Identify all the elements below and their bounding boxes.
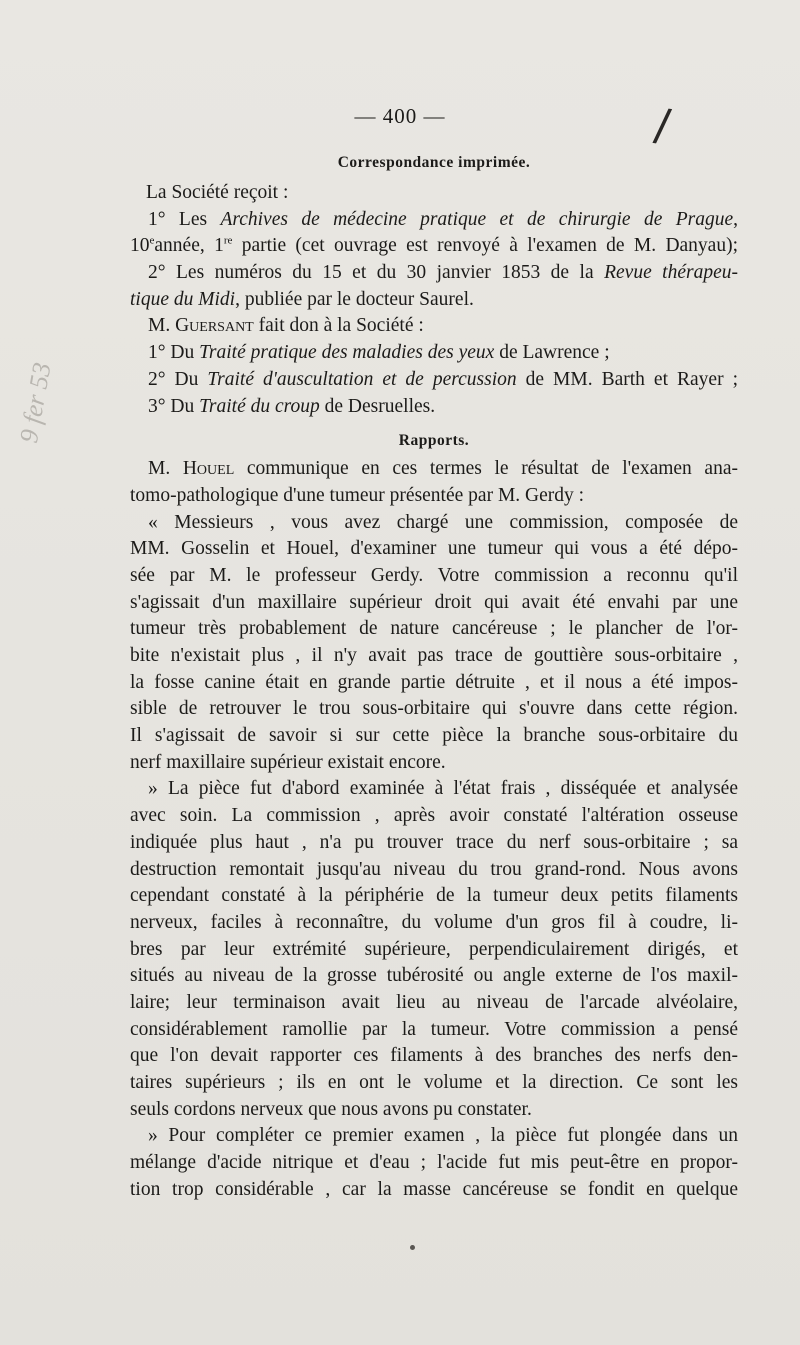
report-line: indiquée plus haut , n'a pu trouver trace du nerf sous-orbitaire ; sa — [130, 831, 738, 853]
report-line: « Messieurs , vous avez chargé une commission, composée de — [148, 511, 738, 533]
report-line: seuls cordons nerveux que nous avons pu constater. — [130, 1098, 532, 1120]
report-line: considérablement ramollie par la tumeur. Votre commission a pensé — [130, 1018, 738, 1040]
intro-line: La Société reçoit : — [146, 182, 289, 203]
margin-annotation: 9 fer 53 — [14, 360, 57, 446]
report-line: avec soin. La commission , après avoir constaté l'altération osseuse — [130, 805, 738, 827]
page-number: — 400 — — [354, 104, 446, 128]
item2-line2: tique du Midi, publiée par le docteur Saurel. — [130, 288, 474, 310]
report-line: sée par M. le professeur Gerdy. Votre commission a reconnu qu'il — [130, 564, 738, 586]
report-line: tion trop considérable , car la masse cancéreuse se fondit en quelque — [130, 1178, 738, 1200]
item1-line1: 1° Les Archives de médecine pratique et de chirurgie de Prague, — [148, 208, 738, 230]
report-line: la fosse canine était en grande partie détruite , et il nous a été impos- — [130, 671, 738, 693]
item2-line1: 2° Les numéros du 15 et du 30 janvier 1853 de la Revue thérapeu- — [148, 262, 738, 284]
report-line: tomo-pathologique d'une tumeur présentée par M. Gerdy : — [130, 484, 585, 506]
don2-line: 2° Du Traité d'auscultation et de percussion de MM. Barth et Rayer ; — [148, 368, 738, 390]
report-line: nerveux, faciles à reconnaître, du volume d'un gros fil à coudre, li- — [130, 911, 738, 933]
report-line: taires supérieurs ; ils en ont le volume et la direction. Ce sont les — [130, 1072, 738, 1093]
body-text — [130, 0, 738, 1203]
don3-line: 3° Du Traité du croup de Desruelles. — [148, 395, 436, 417]
don1-line: 1° Du Traité pratique des maladies des yeux de Lawrence ; — [148, 342, 610, 364]
report-line: mélange d'acide nitrique et d'eau ; l'acide fut mis peut-être en propor- — [130, 1152, 738, 1174]
guersant-line: M. Guersant fait don à la Société : — [148, 315, 424, 337]
section-heading-rapports: Rapports. — [398, 432, 470, 450]
report-line: laire; leur terminaison avait lieu au niveau de l'arcade alvéolaire, — [130, 991, 738, 1013]
handwritten-mark: / — [651, 99, 674, 152]
report-line: bite n'existait plus , il n'y avait pas trace de gouttière sous-orbitaire , — [130, 645, 738, 666]
report-line: » La pièce fut d'abord examinée à l'état frais , disséquée et analysée — [148, 778, 738, 800]
report-line: destruction remontait jusqu'au niveau du trou grand-rond. Nous avons — [130, 858, 738, 880]
report-line: nerf maxillaire supérieur existait encore. — [130, 751, 446, 773]
report-line: s'agissait d'un maxillaire supérieur droit qui avait été envahi par une — [130, 591, 738, 613]
report-line: cependant constaté à la périphérie de la tumeur deux petits filaments — [130, 885, 738, 907]
report-line: » Pour compléter ce premier examen , la pièce fut plongée dans un — [148, 1125, 738, 1147]
report-line: que l'on devait rapporter ces filaments à des branches des nerfs den- — [130, 1045, 738, 1067]
report-line: MM. Gosselin et Houel, d'examiner une tumeur qui vous a été dépo- — [130, 538, 738, 560]
report-line: tumeur très probablement de nature cancéreuse ; le plancher de l'or- — [130, 618, 738, 640]
report-line: bres par leur extrémité supérieure, perpendiculairement dirigés, et — [130, 938, 738, 960]
item1-line2: 10eannée, 1re partie (cet ouvrage est renvoyé à l'examen de M. Danyau); — [130, 234, 738, 257]
section-heading-correspondance: Correspondance imprimée. — [337, 154, 531, 171]
report-line: Il s'agissait de savoir si sur cette pièce la branche sous-orbitaire du — [130, 725, 738, 747]
report-line: situés au niveau de la grosse tubérosité ou angle externe de l'os maxil- — [130, 965, 738, 987]
report-line: sible de retrouver le trou sous-orbitaire qui s'ouvre dans cette région. — [130, 698, 738, 720]
houel-line: M. Houel communique en ces termes le résultat de l'examen ana- — [148, 458, 738, 480]
ink-spot — [410, 1245, 415, 1250]
